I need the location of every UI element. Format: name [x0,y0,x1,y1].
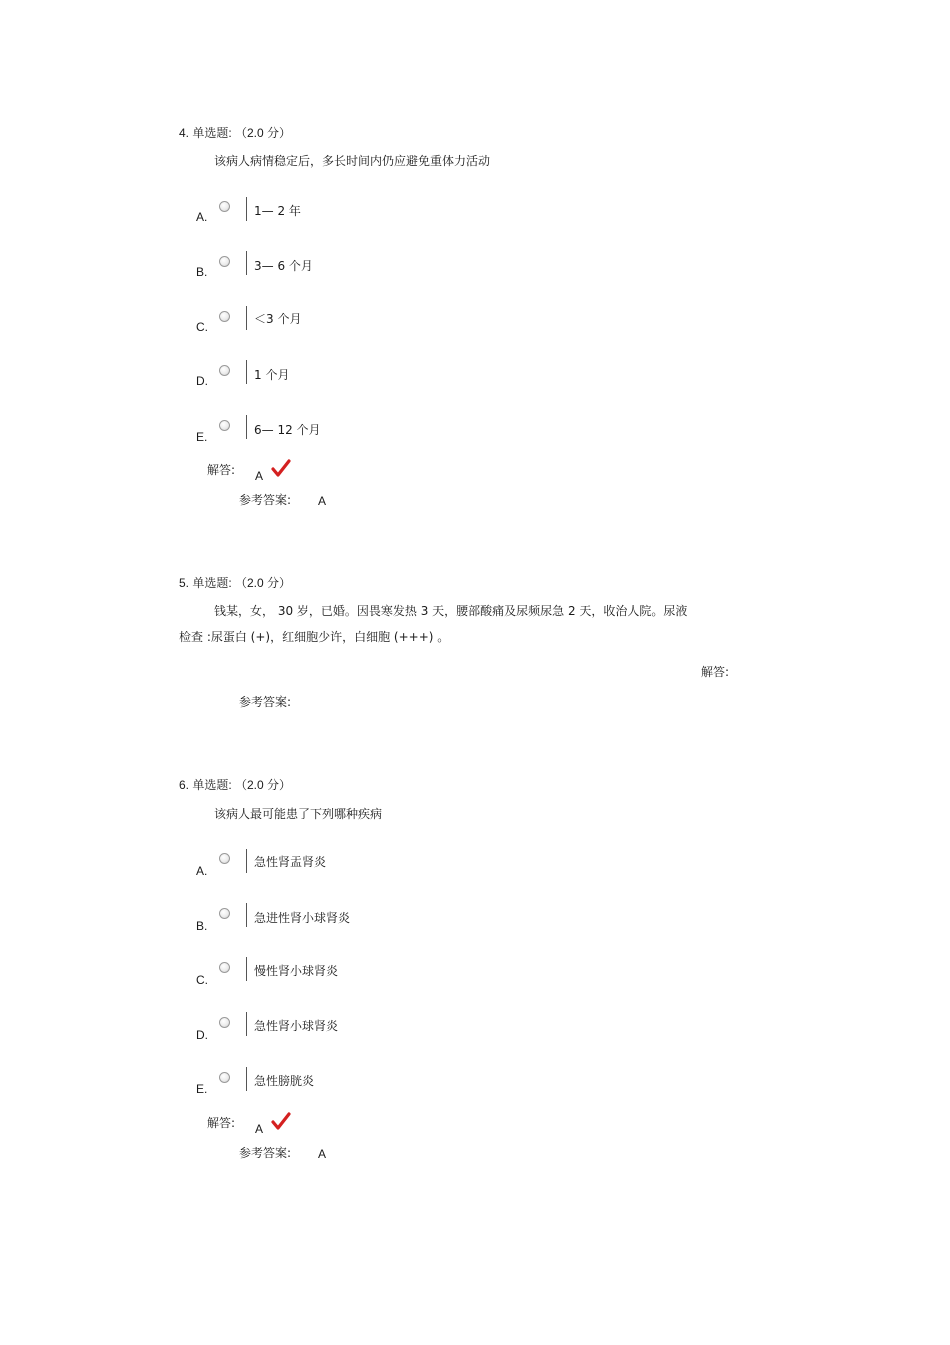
check-icon [271,458,291,478]
divider [246,1012,247,1036]
divider [246,1067,247,1091]
divider [246,849,247,873]
option-text: 急性肾盂肾炎 [254,855,327,869]
divider [246,903,247,927]
option-letter: B. [196,265,208,279]
reference-answer-value: A [318,494,327,508]
option-text: 慢性肾小球肾炎 [254,964,339,978]
option-text: 1— 2 年 [254,204,301,218]
radio-button[interactable] [219,365,230,376]
option-text: 急进性肾小球肾炎 [254,911,351,925]
question-stem-line-2: 检查 :尿蛋白 (+)，红细胞少许，白细胞 (+++) 。 [179,630,450,644]
answer-label: 解答: [207,463,236,477]
radio-button[interactable] [219,201,230,212]
divider [246,415,247,439]
option-letter: D. [196,374,208,388]
option-text: 3— 6 个月 [254,259,313,273]
radio-button[interactable] [219,256,230,267]
option-letter: D. [196,1028,208,1042]
option-text: 急性肾小球肾炎 [254,1019,339,1033]
option-text: 1 个月 [254,368,290,382]
question-stem-line-1: 钱某，女， 30 岁，已婚。因畏寒发热 3 天，腰部酸痛及尿频尿急 2 天，收治人院。尿液 [214,604,688,618]
radio-button[interactable] [219,311,230,322]
reference-answer-label: 参考答案: [239,695,292,709]
option-letter: C. [196,320,208,334]
divider [246,197,247,221]
reference-answer-value: A [318,1147,327,1161]
divider [246,360,247,384]
answer-label: 解答: [701,665,730,679]
option-letter: A. [196,210,208,224]
divider [246,306,247,330]
question-stem: 该病人最可能患了下列哪种疾病 [214,807,383,821]
reference-answer-label: 参考答案: [239,1146,292,1160]
option-letter: E. [196,1082,208,1096]
question-stem: 该病人病情稳定后，多长时间内仍应避免重体力活动 [214,154,491,168]
question-header: 6. 单选题: （2.0 分） [179,778,292,792]
option-letter: B. [196,919,208,933]
divider [246,251,247,275]
radio-button[interactable] [219,908,230,919]
radio-button[interactable] [219,962,230,973]
reference-answer-label: 参考答案: [239,493,292,507]
option-text: ＜3 个月 [254,312,302,326]
question-header: 5. 单选题: （2.0 分） [179,576,292,590]
option-text: 急性膀胱炎 [254,1074,315,1088]
radio-button[interactable] [219,1017,230,1028]
answer-value: A [255,1122,264,1136]
radio-button[interactable] [219,1072,230,1083]
option-text: 6— 12 个月 [254,423,321,437]
question-header: 4. 单选题: （2.0 分） [179,126,292,140]
answer-value: A [255,469,264,483]
divider [246,957,247,981]
radio-button[interactable] [219,853,230,864]
option-letter: A. [196,864,208,878]
radio-button[interactable] [219,420,230,431]
option-letter: C. [196,973,208,987]
option-letter: E. [196,430,208,444]
answer-label: 解答: [207,1116,236,1130]
check-icon [271,1111,291,1131]
